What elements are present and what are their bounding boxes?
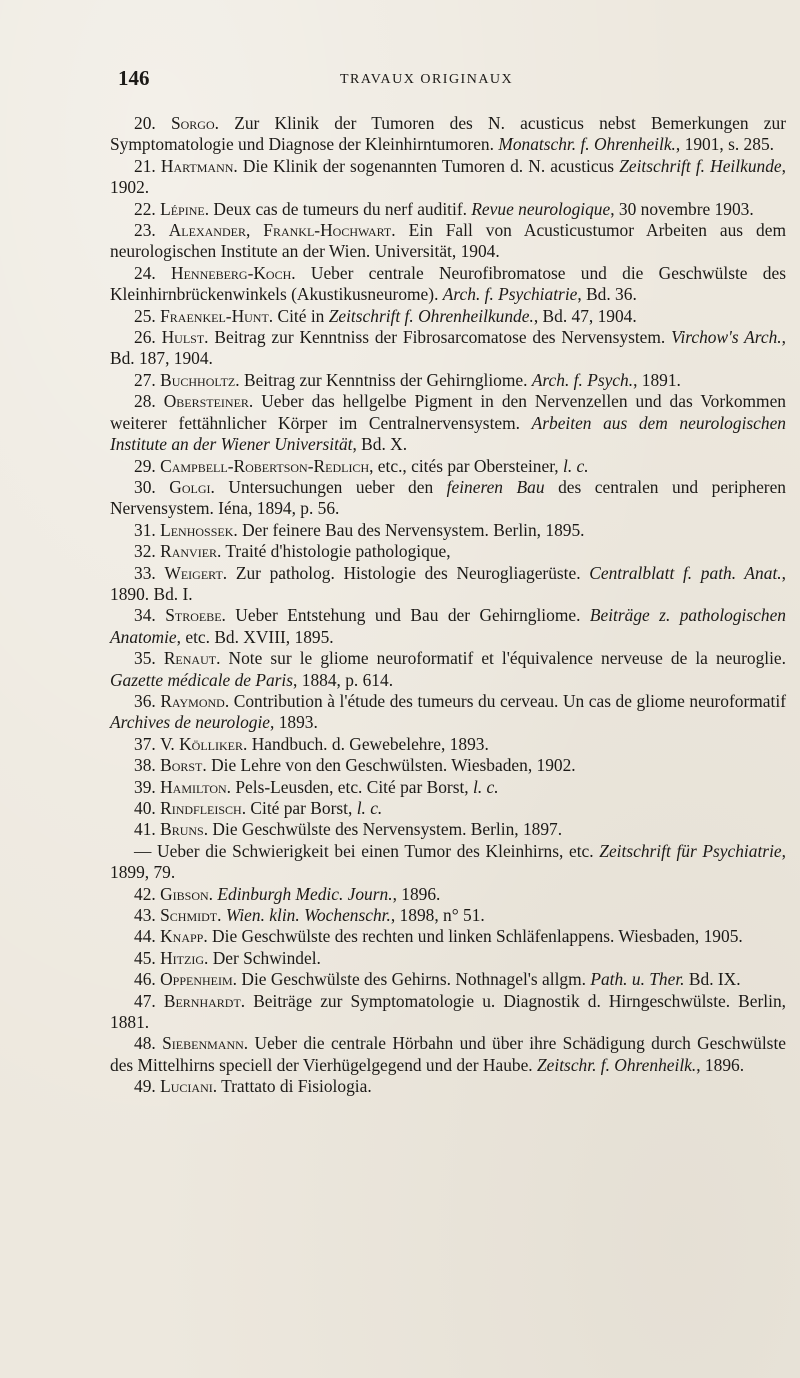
reference-text: , 30 novembre 1903. <box>610 198 754 219</box>
reference-number: 33. <box>134 562 156 583</box>
reference-text: , Bd. 187, 1904. <box>110 327 786 369</box>
reference-author: Alexander, Frankl-Hochwart. <box>168 220 396 241</box>
reference-author: Siebenmann. <box>162 1033 249 1054</box>
reference-entry <box>110 477 786 520</box>
reference-author: Obersteiner. <box>163 391 254 412</box>
reference-number: 39. <box>134 776 156 797</box>
reference-text: Ueber die centrale Hörbahn und über ihre Schädigung durch Geschwülste des Mittelhirns speciell der Vierhügelgegend und der Haube. <box>110 1033 786 1075</box>
reference-text: Untersuchungen ueber den <box>214 476 447 497</box>
reference-entry <box>110 263 786 306</box>
reference-entry <box>110 991 786 1034</box>
reference-number: 47. <box>134 990 156 1011</box>
reference-entry <box>110 563 786 606</box>
reference-author: Luciani. <box>160 1076 218 1097</box>
reference-text: , 1896. <box>696 1054 745 1075</box>
reference-title-italic: Zeitschr. f. Ohrenheilk. <box>537 1054 697 1075</box>
reference-entry <box>110 648 786 691</box>
reference-number: 45. <box>134 947 156 968</box>
reference-author: Weigert. <box>164 562 228 583</box>
reference-entry <box>110 199 786 220</box>
reference-entry <box>110 734 786 755</box>
reference-number: 30. <box>134 476 156 497</box>
reference-text: , Bd. 36. <box>577 284 637 305</box>
running-head: TRAVAUX ORIGINAUX <box>340 72 514 87</box>
reference-number: 25. <box>134 305 156 326</box>
reference-text: , 1896. <box>392 883 441 904</box>
reference-title-italic: Beiträge z. pathologischen Anatomie <box>110 605 786 647</box>
reference-text: des centralen und peripheren Nervensystem. Iéna, 1894, p. 56. <box>110 476 786 519</box>
reference-author: Bernhardt. <box>163 990 246 1011</box>
reference-number: 36. <box>134 690 156 711</box>
reference-author: Lenhossek. <box>160 519 238 540</box>
reference-entry <box>110 1076 786 1097</box>
reference-number: 31. <box>134 519 156 540</box>
reference-title-italic: Archives de neurologie <box>110 712 271 733</box>
reference-text: , 1902. <box>110 155 786 198</box>
reference-text: Beitrag zur Kenntniss der Fibrosarcomatose des Nervensystem. <box>208 327 672 348</box>
reference-number: 28. <box>134 391 156 412</box>
reference-author: Hartmann. <box>160 155 238 176</box>
reference-entry <box>110 926 786 947</box>
reference-title-italic: Edinburgh Medic. Journ. <box>217 883 393 904</box>
reference-author: Oppenheim. <box>160 969 238 990</box>
reference-title-italic: Gazette médicale de Paris <box>110 669 294 690</box>
reference-author: Raymond. <box>160 690 230 711</box>
reference-text: Ueber das hellgelbe Pigment in den Nervenzellen und das Vorkommen weiterer fettähnlicher Körper im Centralnervensystem. <box>110 391 786 433</box>
reference-text: , 1893. <box>270 712 318 733</box>
reference-text: Die Geschwülste des rechten und linken Schläfenlappens. Wiesbaden, 1905. <box>207 926 743 947</box>
reference-text: Ein Fall von Acusticustumor Arbeiten aus dem neurologischen Institute an der Wien. Universität, 1904. <box>110 220 786 262</box>
reference-number: 24. <box>134 262 156 283</box>
reference-text: Ueber centrale Neurofibromatose und die Geschwülste des Kleinhirnbrückenwinkels (Akustikusneurome). <box>110 262 786 305</box>
reference-number: 41. <box>134 819 156 840</box>
reference-text: Deux cas de tumeurs du nerf auditif. <box>209 198 472 219</box>
reference-number: 37. <box>134 733 156 754</box>
reference-author: Renaut. <box>163 648 221 669</box>
reference-entry <box>110 948 786 969</box>
reference-author: V. Kölliker. <box>160 733 248 754</box>
reference-entry <box>110 156 786 199</box>
reference-number: 38. <box>134 755 156 776</box>
reference-text: Beitrag zur Kenntniss der Gehirngliome. <box>239 369 532 390</box>
reference-number: 26. <box>134 327 156 348</box>
reference-number: 42. <box>134 883 156 904</box>
reference-author: Gibson. <box>160 883 214 904</box>
reference-text: Die Lehre von den Geschwülsten. Wiesbaden, 1902. <box>206 755 576 776</box>
reference-title-italic: Zeitschrift f. Heilkunde <box>619 155 782 176</box>
reference-text: Cité in <box>273 305 329 326</box>
reference-entry <box>110 819 786 840</box>
reference-author: Fraenkel-Hunt. <box>160 305 274 326</box>
reference-author: Stroebe. <box>165 605 226 626</box>
reference-entry <box>110 327 786 370</box>
reference-number: 20. <box>134 113 156 133</box>
reference-text: Zur Klinik der Tumoren des N. acusticus nebst Bemerkungen zur Symptomatologie und Diagnose der Kleinhirntumoren. <box>110 113 786 155</box>
reference-author: Rindfleisch. <box>160 798 247 818</box>
reference-entry <box>110 456 786 477</box>
reference-title-italic: Zeitschrift f. Ohrenheilkunde. <box>328 305 534 326</box>
reference-text: Ueber Entstehung und Bau der Gehirngliome. <box>225 605 590 626</box>
reference-author: Hitzig. <box>160 947 209 968</box>
reference-number: 21. <box>134 155 156 176</box>
reference-text: Contribution à l'étude des tumeurs du cerveau. Un cas de gliome neuroformatif <box>229 690 786 711</box>
reference-number: 43. <box>134 905 156 926</box>
reference-text: , 1898, n° 51. <box>390 905 485 926</box>
reference-number: 40. <box>134 798 156 818</box>
reference-number: 34. <box>134 605 156 626</box>
reference-number: 44. <box>134 926 156 947</box>
page-number: 146 <box>118 66 150 90</box>
reference-title-italic: l. c. <box>473 776 499 797</box>
reference-author: Hamilton. <box>160 776 232 797</box>
reference-entry <box>110 969 786 990</box>
reference-entry <box>110 755 786 776</box>
reference-entry <box>110 841 786 884</box>
reference-text: , etc. Bd. XVIII, 1895. <box>176 626 334 647</box>
reference-author: Bruns. <box>160 819 209 840</box>
reference-author: Lépine. <box>160 198 210 219</box>
reference-entry <box>110 391 786 455</box>
reference-number: 32. <box>134 541 156 562</box>
reference-number: 46. <box>134 969 156 990</box>
reference-entry <box>110 541 786 562</box>
reference-text: Die Geschwülste des Gehirns. Nothnagel's allgm. <box>237 969 591 990</box>
reference-author: Schmidt. <box>160 905 222 926</box>
reference-entry <box>110 370 786 391</box>
reference-title-italic: Arch. f. Psych. <box>531 369 634 390</box>
reference-entry <box>110 1033 786 1076</box>
reference-text: Handbuch. d. Gewebelehre, 1893. <box>247 733 489 754</box>
reference-entry <box>110 905 786 926</box>
reference-entry <box>110 605 786 648</box>
reference-author: Sorgo. <box>170 113 219 133</box>
reference-text: Zur patholog. Histologie des Neurogliagerüste. <box>227 562 590 583</box>
reference-number: 22. <box>134 198 156 219</box>
reference-text: , 1901, s. 285. <box>675 134 774 155</box>
page-header <box>118 66 718 96</box>
reference-text: Der feinere Bau des Nervensystem. Berlin, 1895. <box>237 519 585 540</box>
reference-text: Die Geschwülste des Nervensystem. Berlin, 1897. <box>208 819 563 840</box>
reference-title-italic: Path. u. Ther. <box>590 969 685 990</box>
reference-number: 23. <box>134 220 156 241</box>
reference-title-italic: Virchow's Arch. <box>671 327 782 348</box>
reference-text: Pels-Leusden, etc. Cité par Borst, <box>231 776 473 797</box>
reference-number: 48. <box>134 1033 156 1054</box>
reference-text: — Ueber die Schwierigkeit bei einen Tumor des Kleinhirns, etc. <box>134 840 600 861</box>
reference-number: 35. <box>134 648 156 669</box>
reference-author: Knapp. <box>160 926 208 947</box>
reference-text: Bd. IX. <box>684 969 741 990</box>
reference-text: Traité d'histologie pathologique, <box>221 541 451 562</box>
reference-text: , 1891. <box>633 369 681 390</box>
reference-text: Beiträge zur Symptomatologie u. Diagnostik d. Hirngeschwülste. Berlin, 1881. <box>110 990 786 1033</box>
reference-text: , Bd. 47, 1904. <box>533 305 637 326</box>
reference-number: 49. <box>134 1076 156 1097</box>
reference-number: 27. <box>134 369 156 390</box>
reference-entry <box>110 220 786 263</box>
reference-list <box>110 113 786 1098</box>
reference-entry <box>110 884 786 905</box>
reference-entry <box>110 798 786 819</box>
reference-text: , 1884, p. 614. <box>293 669 394 690</box>
reference-title-italic: Revue neurologique <box>471 198 611 219</box>
reference-title-italic: Arch. f. Psychiatrie <box>442 284 578 305</box>
reference-entry <box>110 777 786 798</box>
reference-text: Der Schwindel. <box>208 947 321 968</box>
reference-entry <box>110 306 786 327</box>
reference-number: 29. <box>134 455 156 476</box>
reference-author: Hulst. <box>161 327 209 348</box>
reference-text: Cité par Borst, <box>246 798 357 818</box>
reference-title-italic: l. c. <box>356 798 383 818</box>
reference-title-italic: Arbeiten aus dem neurologischen Institute an der Wiener Universität <box>110 412 786 455</box>
reference-text: Note sur le gliome neuroformatif et l'équivalence nerveuse de la neuroglie. <box>220 648 786 669</box>
reference-entry <box>110 691 786 734</box>
reference-author: Henneberg-Koch. <box>171 262 296 283</box>
reference-text: Die Klinik der sogenannten Tumoren d. N. acusticus <box>237 155 620 176</box>
reference-entry <box>110 520 786 541</box>
reference-text: , Bd. X. <box>352 434 408 455</box>
reference-title-italic: Centralblatt f. path. Anat. <box>589 562 782 583</box>
reference-title-italic: Zeitschrift für Psychiatrie <box>599 840 782 861</box>
reference-title-italic: Monatschr. f. Ohrenheilk. <box>498 134 676 155</box>
reference-author: Borst. <box>160 755 207 776</box>
reference-text: etc., cités par Obersteiner, <box>373 455 564 476</box>
reference-author: Campbell-Robertson-Redlich, <box>160 455 374 476</box>
reference-entry <box>110 113 786 156</box>
reference-author: Buchholtz. <box>160 369 240 390</box>
reference-title-italic: l. c. <box>563 455 589 476</box>
reference-text: , 1899, 79. <box>110 840 786 883</box>
reference-text: , 1890. Bd. I. <box>110 562 786 604</box>
reference-author: Golgi. <box>169 476 215 497</box>
reference-title-italic: feineren Bau <box>446 476 545 497</box>
reference-author: Ranvier. <box>160 541 222 562</box>
reference-title-italic: Wien. klin. Wochenschr. <box>225 905 391 926</box>
reference-text: Trattato di Fisiologia. <box>217 1076 372 1097</box>
